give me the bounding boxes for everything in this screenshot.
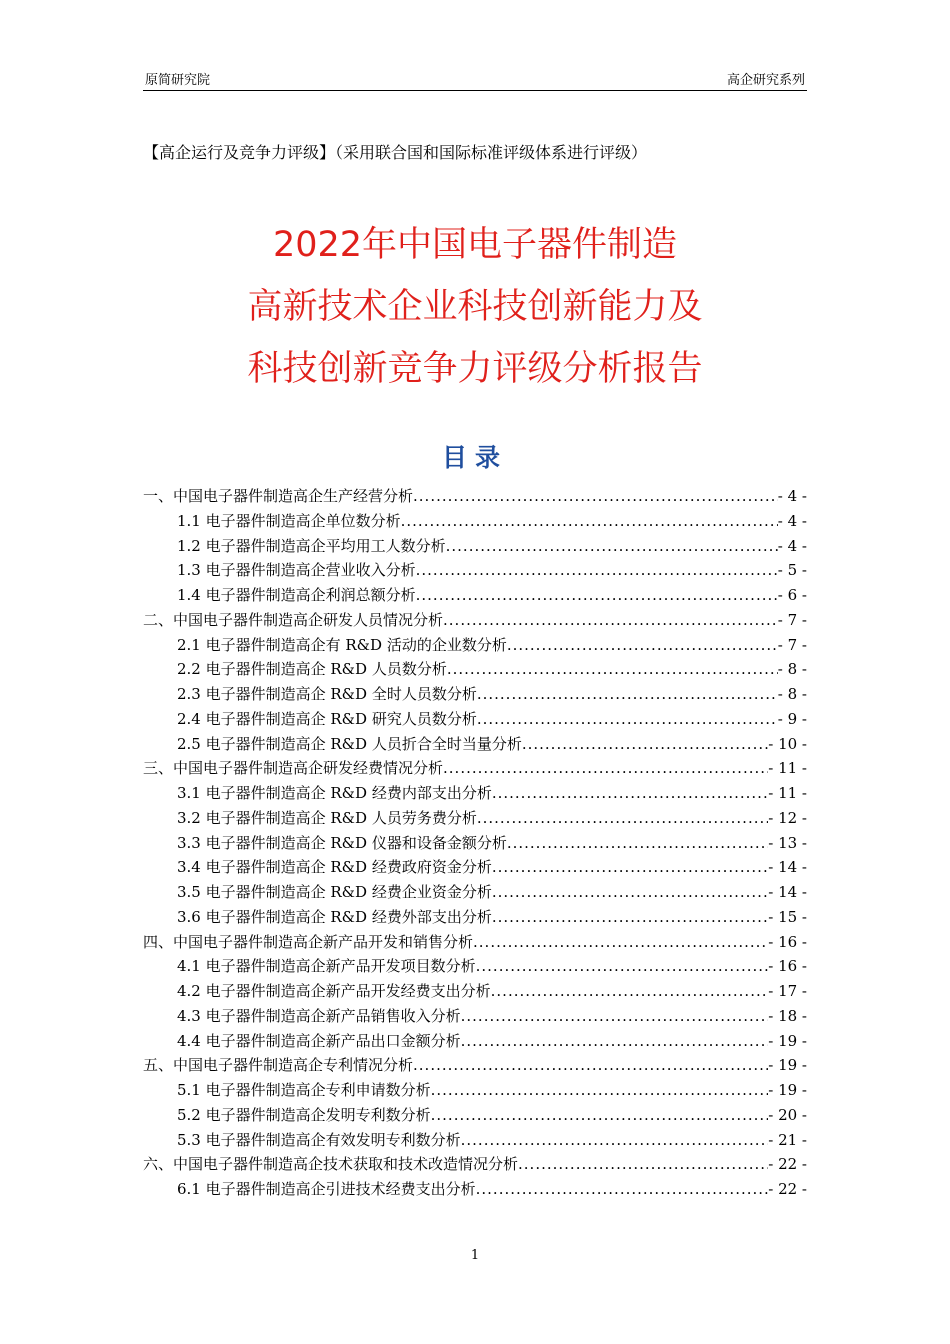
toc-leader-dots bbox=[443, 756, 768, 781]
toc-item[interactable] bbox=[143, 1152, 807, 1177]
toc-page-number: - 5 - bbox=[777, 561, 807, 580]
toc-entry-text: 六、中国电子器件制造高企技术获取和技术改造情况分析 bbox=[143, 1155, 519, 1174]
toc-item[interactable] bbox=[143, 905, 807, 930]
toc-page-number: - 19 - bbox=[768, 1056, 807, 1075]
header-right-text: 高企研究系列 bbox=[726, 73, 805, 88]
toc-page-number: - 19 - bbox=[768, 1031, 807, 1050]
toc-page-number: - 6 - bbox=[777, 586, 807, 604]
toc-page-number: - 8 - bbox=[777, 660, 807, 679]
toc-entry-text: 6.1 电子器件制造高企引进技术经费支出分析 bbox=[177, 1180, 476, 1198]
toc-entry-text: 1.3 电子器件制造高企营业收入分析 bbox=[177, 561, 416, 580]
toc-entry-text: 3.2 电子器件制造高企 R&D 人员劳务费分析 bbox=[177, 808, 477, 827]
toc-page-number: - 20 - bbox=[768, 1105, 807, 1124]
toc-leader-dots bbox=[492, 855, 768, 880]
table-of-contents bbox=[143, 484, 807, 1202]
toc-leader-dots bbox=[518, 1152, 768, 1177]
toc-leader-dots bbox=[416, 558, 778, 583]
toc-item[interactable] bbox=[143, 633, 807, 658]
toc-item[interactable] bbox=[143, 1053, 807, 1078]
toc-page-number: - 7 - bbox=[777, 635, 807, 654]
page-header bbox=[143, 66, 807, 91]
toc-leader-dots bbox=[492, 905, 768, 930]
toc-item[interactable] bbox=[143, 930, 807, 955]
header-left-text: 原简研究院 bbox=[145, 73, 211, 88]
toc-heading: 目录 bbox=[441, 443, 508, 472]
toc-page-number: - 22 - bbox=[768, 1180, 807, 1198]
rating-note: 【高企运行及竞争力评级】（采用联合国和国际标准评级体系进行评级） bbox=[143, 143, 648, 162]
toc-leader-dots bbox=[492, 880, 768, 905]
toc-entry-text: 四、中国电子器件制造高企新产品开发和销售分析 bbox=[143, 932, 474, 951]
toc-item[interactable] bbox=[143, 608, 807, 633]
toc-item[interactable] bbox=[143, 756, 807, 781]
toc-leader-dots bbox=[446, 534, 778, 559]
toc-entry-text: 4.3 电子器件制造高企新产品销售收入分析 bbox=[177, 1006, 461, 1025]
toc-item[interactable] bbox=[143, 1029, 807, 1054]
toc-leader-dots bbox=[507, 831, 768, 856]
toc-entry-text: 1.1 电子器件制造高企单位数分析 bbox=[177, 511, 401, 530]
toc-entry-text: 3.1 电子器件制造高企 R&D 经费内部支出分析 bbox=[177, 784, 492, 802]
toc-entry-text: 5.2 电子器件制造高企发明专利数分析 bbox=[177, 1105, 431, 1124]
toc-page-number: - 16 - bbox=[768, 957, 807, 976]
toc-page-number: - 11 - bbox=[768, 759, 807, 778]
toc-entry-text: 2.1 电子器件制造高企有 R&D 活动的企业数分析 bbox=[177, 635, 507, 654]
toc-item[interactable] bbox=[143, 781, 807, 806]
toc-item[interactable] bbox=[143, 979, 807, 1004]
toc-entry-text: 2.2 电子器件制造高企 R&D 人员数分析 bbox=[177, 660, 447, 679]
toc-page-number: - 12 - bbox=[768, 808, 807, 827]
toc-leader-dots bbox=[431, 1078, 769, 1103]
toc-page-number: - 17 - bbox=[768, 982, 807, 1000]
toc-entry-text: 3.3 电子器件制造高企 R&D 仪器和设备金额分析 bbox=[177, 833, 507, 852]
toc-entry-text: 2.5 电子器件制造高企 R&D 人员折合全时当量分析 bbox=[177, 734, 522, 753]
toc-page-number: - 4 - bbox=[777, 536, 807, 555]
toc-entry-text: 5.1 电子器件制造高企专利申请数分析 bbox=[177, 1081, 431, 1099]
toc-item[interactable] bbox=[143, 732, 807, 757]
toc-leader-dots bbox=[461, 1004, 769, 1029]
toc-leader-dots bbox=[477, 707, 778, 732]
toc-item[interactable] bbox=[143, 880, 807, 905]
toc-page-number: - 4 - bbox=[777, 487, 807, 505]
toc-item[interactable] bbox=[143, 682, 807, 707]
toc-page-number: - 13 - bbox=[768, 833, 807, 852]
toc-item[interactable] bbox=[143, 954, 807, 979]
toc-item[interactable] bbox=[143, 558, 807, 583]
toc-leader-dots bbox=[416, 583, 778, 608]
toc-leader-dots bbox=[476, 954, 769, 979]
toc-leader-dots bbox=[473, 930, 768, 955]
toc-item[interactable] bbox=[143, 1103, 807, 1128]
toc-entry-text: 1.4 电子器件制造高企利润总额分析 bbox=[177, 586, 416, 604]
toc-entry-text: 4.4 电子器件制造高企新产品出口金额分析 bbox=[177, 1031, 461, 1050]
toc-item[interactable] bbox=[143, 1177, 807, 1202]
toc-page-number: - 15 - bbox=[768, 907, 807, 926]
toc-leader-dots bbox=[447, 657, 778, 682]
toc-entry-text: 5.3 电子器件制造高企有效发明专利数分析 bbox=[177, 1130, 461, 1149]
toc-entry-text: 2.3 电子器件制造高企 R&D 全时人员数分析 bbox=[177, 685, 477, 703]
toc-page-number: - 16 - bbox=[768, 932, 807, 951]
toc-item[interactable] bbox=[143, 707, 807, 732]
toc-leader-dots bbox=[477, 682, 778, 707]
toc-entry-text: 4.1 电子器件制造高企新产品开发项目数分析 bbox=[177, 957, 476, 976]
toc-page-number: - 14 - bbox=[768, 858, 807, 877]
toc-entry-text: 一、中国电子器件制造高企生产经营分析 bbox=[143, 487, 414, 505]
toc-entry-text: 三、中国电子器件制造高企研发经费情况分析 bbox=[143, 759, 444, 778]
toc-page-number: - 18 - bbox=[768, 1006, 807, 1025]
toc-item[interactable] bbox=[143, 583, 807, 608]
toc-page-number: - 21 - bbox=[768, 1130, 807, 1149]
toc-entry-text: 4.2 电子器件制造高企新产品开发经费支出分析 bbox=[177, 982, 491, 1000]
toc-leader-dots bbox=[413, 484, 778, 509]
toc-item[interactable] bbox=[143, 855, 807, 880]
toc-leader-dots bbox=[413, 1053, 768, 1078]
toc-leader-dots bbox=[476, 1177, 769, 1202]
toc-entry-text: 3.4 电子器件制造高企 R&D 经费政府资金分析 bbox=[177, 858, 492, 877]
toc-leader-dots bbox=[431, 1103, 769, 1128]
toc-page-number: - 14 - bbox=[768, 883, 807, 901]
toc-item[interactable] bbox=[143, 806, 807, 831]
toc-leader-dots bbox=[522, 732, 768, 757]
toc-leader-dots bbox=[461, 1029, 769, 1054]
toc-leader-dots bbox=[491, 979, 769, 1004]
toc-page-number: - 9 - bbox=[777, 709, 807, 728]
toc-entry-text: 2.4 电子器件制造高企 R&D 研究人员数分析 bbox=[177, 709, 477, 728]
toc-item[interactable] bbox=[143, 509, 807, 534]
page-number: 1 bbox=[470, 1248, 480, 1263]
toc-item[interactable] bbox=[143, 657, 807, 682]
toc-page-number: - 8 - bbox=[777, 685, 807, 703]
toc-entry-text: 3.5 电子器件制造高企 R&D 经费企业资金分析 bbox=[177, 883, 492, 901]
toc-page-number: - 19 - bbox=[768, 1081, 807, 1099]
toc-leader-dots bbox=[477, 806, 768, 831]
toc-leader-dots bbox=[443, 608, 778, 633]
toc-item[interactable] bbox=[143, 1004, 807, 1029]
toc-page-number: - 7 - bbox=[777, 610, 807, 629]
title-line-1: 2022年中国电子器件制造 bbox=[272, 225, 678, 265]
toc-item[interactable] bbox=[143, 1128, 807, 1153]
report-title bbox=[0, 214, 950, 400]
toc-leader-dots bbox=[461, 1128, 769, 1153]
toc-page-number: - 4 - bbox=[777, 511, 807, 530]
toc-item[interactable] bbox=[143, 1078, 807, 1103]
toc-entry-text: 五、中国电子器件制造高企专利情况分析 bbox=[143, 1056, 414, 1075]
toc-entry-text: 二、中国电子器件制造高企研发人员情况分析 bbox=[143, 610, 444, 629]
title-line-3: 科技创新竞争力评级分析报告 bbox=[247, 349, 703, 389]
toc-item[interactable] bbox=[143, 484, 807, 509]
toc-leader-dots bbox=[492, 781, 768, 806]
toc-entry-text: 3.6 电子器件制造高企 R&D 经费外部支出分析 bbox=[177, 907, 492, 926]
toc-item[interactable] bbox=[143, 534, 807, 559]
toc-item[interactable] bbox=[143, 831, 807, 856]
toc-entry-text: 1.2 电子器件制造高企平均用工人数分析 bbox=[177, 536, 446, 555]
toc-page-number: - 10 - bbox=[768, 734, 807, 753]
toc-page-number: - 11 - bbox=[768, 784, 807, 802]
toc-page-number: - 22 - bbox=[768, 1155, 807, 1174]
toc-leader-dots bbox=[507, 633, 778, 658]
toc-leader-dots bbox=[401, 509, 778, 534]
title-line-2: 高新技术企业科技创新能力及 bbox=[247, 287, 703, 327]
